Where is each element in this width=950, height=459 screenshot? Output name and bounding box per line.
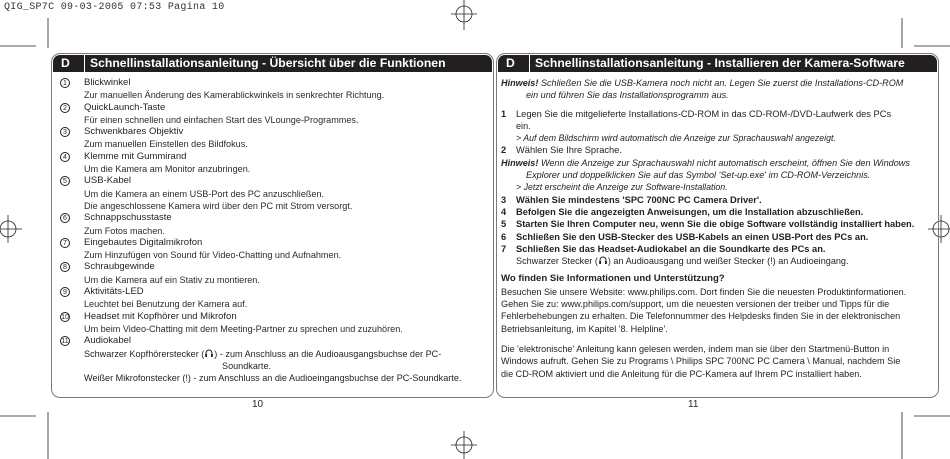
step-item bbox=[501, 144, 933, 156]
feature-number-badge: 10 bbox=[61, 313, 69, 321]
info-paragraph bbox=[501, 286, 933, 335]
crop-mark-bottom-right bbox=[890, 410, 950, 459]
feature-number-badge: 3 bbox=[60, 127, 70, 137]
note-text: ein und führen Sie das Installationsprogramm aus. bbox=[526, 90, 729, 101]
feature-description: Zum Hinzufügen von Sound für Video-Chatting und Aufnahmen. bbox=[84, 250, 342, 261]
feature-description: Die angeschlossene Kamera wird über den PC mit Strom versorgt. bbox=[84, 200, 353, 211]
audio-plug-text: ) - zum Anschluss an die Audioausgangsbuchse der PC- bbox=[214, 348, 442, 359]
step-item bbox=[501, 194, 933, 206]
crop-mark-bottom-left bbox=[0, 410, 60, 459]
feature-title: Schraubgewinde bbox=[84, 261, 155, 273]
step-item bbox=[501, 218, 933, 230]
audio-plug-line bbox=[58, 348, 488, 360]
feature-title: Schnappschusstaste bbox=[84, 212, 172, 224]
note-text: Explorer und doppelklicken Sie auf das Symbol 'Set-up.exe' im CD-ROM-Verzeichnis. bbox=[526, 170, 871, 181]
step-text: Wählen Sie Ihre Sprache. bbox=[516, 145, 622, 156]
step-text: Wählen Sie mindestens 'SPC 700NC PC Camera Driver'. bbox=[516, 194, 762, 205]
step-number: 7 bbox=[501, 243, 507, 254]
feature-item bbox=[58, 175, 488, 212]
feature-description: Zum manuellen Einstellen des Bildfokus. bbox=[84, 139, 248, 150]
feature-title: USB-Kabel bbox=[84, 175, 131, 187]
feature-title: Headset mit Kopfhörer und Mikrofon bbox=[84, 310, 237, 322]
step-number: 1 bbox=[501, 108, 507, 119]
header-divider bbox=[529, 55, 530, 72]
audio-plug-text: Soundkarte. bbox=[222, 360, 272, 371]
feature-title: Schwenkbares Objektiv bbox=[84, 126, 184, 138]
feature-title: Audiokabel bbox=[84, 335, 132, 347]
feature-list bbox=[58, 77, 488, 384]
feature-number-badge: 7 bbox=[60, 238, 70, 248]
manual-line: die CD-ROM aktiviert und die Anleitung für die PC-Kamera auf Ihrem PC installiert haben. bbox=[501, 368, 862, 379]
info-line: Betriebsanleitung, im Kapitel '8. Helpline'. bbox=[501, 323, 668, 334]
step-number: 4 bbox=[501, 206, 507, 217]
step-result: > Auf dem Bildschirm wird automatisch die Anzeige zur Sprachauswahl angezeigt. bbox=[516, 133, 836, 144]
feature-item bbox=[58, 286, 488, 311]
step-item bbox=[501, 243, 933, 255]
step-number: 2 bbox=[501, 145, 507, 156]
note-label: Hinweis! bbox=[501, 78, 539, 88]
step-item bbox=[501, 108, 933, 120]
feature-number-badge: 2 bbox=[60, 103, 70, 113]
step-text: Schließen Sie den USB-Stecker des USB-Kabels an einen USB-Port des PCs an. bbox=[516, 231, 869, 242]
feature-item bbox=[58, 261, 488, 286]
feature-item bbox=[58, 335, 488, 347]
step-text: Schließen Sie das Headset-Audiokabel an die Soundkarte des PCs an. bbox=[516, 243, 826, 254]
audio-plug-line: Weißer Mikrofonstecker (!) - zum Anschluss an die Audioeingangsbuchse der PC-Soundkarte. bbox=[84, 373, 462, 384]
crop-mark-top-left bbox=[0, 0, 60, 50]
info-heading: Wo finden Sie Informationen und Unterstützung? bbox=[501, 273, 725, 285]
step-text: ein. bbox=[516, 120, 531, 131]
step-number: 5 bbox=[501, 219, 507, 230]
note-text: Wenn die Anzeige zur Sprachauswahl nicht automatisch erscheint, öffnen Sie den Windows bbox=[540, 157, 910, 168]
feature-description: Um die Kamera an einem USB-Port des PC anzuschließen. bbox=[84, 188, 325, 199]
feature-number-badge: 11 bbox=[61, 338, 69, 346]
manual-line: Windows aufruft. Gehen Sie zu Programs \ Philips SPC 700NC PC Camera \ Manual, nachdem Sie bbox=[501, 356, 901, 367]
feature-description: Zur manuellen Änderung des Kamerablickwinkels in senkrechter Richtung. bbox=[84, 90, 385, 101]
feature-description: Um beim Video-Chatting mit dem Meeting-Partner zu sprechen und zuzuhören. bbox=[84, 323, 403, 334]
step-text: Legen Sie die mitgelieferte Installations-CD-ROM in das CD-ROM-/DVD-Laufwerk des PCs bbox=[516, 108, 892, 119]
note-block bbox=[501, 157, 933, 182]
feature-item bbox=[58, 311, 488, 336]
feature-description: Für einen schnellen und einfachen Start des VLounge-Programmes. bbox=[84, 114, 359, 125]
feature-description: Leuchtet bei Benutzung der Kamera auf. bbox=[84, 299, 248, 310]
step-detail-text: Schwarzer Stecker ( bbox=[516, 256, 598, 267]
crop-mark-top-right bbox=[890, 0, 950, 50]
left-section-header bbox=[53, 55, 492, 72]
note-label: Hinweis! bbox=[501, 157, 539, 168]
info-line: Besuchen Sie unsere Website: www.philips.com. Dort finden Sie die neuesten Produktinformationen. bbox=[501, 286, 907, 297]
feature-description: Um die Kamera am Monitor anzubringen. bbox=[84, 164, 251, 175]
left-section-title: Schnellinstallationsanleitung - Übersicht über die Funktionen bbox=[90, 56, 446, 70]
page-number-right: 11 bbox=[688, 399, 699, 410]
feature-description: Zum Fotos machen. bbox=[84, 225, 165, 236]
page-number-left: 10 bbox=[252, 399, 264, 410]
feature-description: Um die Kamera auf ein Stativ zu montieren. bbox=[84, 274, 260, 285]
info-line: Gehen Sie zu: www.philips.com/support, um die neuesten versionen der treiber und Tipps für die bbox=[501, 299, 890, 310]
step-detail bbox=[501, 255, 933, 267]
feature-number-badge: 5 bbox=[60, 176, 70, 186]
step-result: > Jetzt erscheint die Anzeige zur Software-Installation. bbox=[516, 182, 728, 193]
feature-title: QuickLaunch-Taste bbox=[84, 101, 166, 113]
feature-item bbox=[58, 151, 488, 176]
headphone-icon bbox=[204, 349, 214, 359]
print-slug: QIG_SP7C 09-03-2005 07:53 Pagina 10 bbox=[4, 2, 225, 13]
feature-number-badge: 6 bbox=[60, 213, 70, 223]
feature-title: Eingebautes Digitalmikrofon bbox=[84, 236, 203, 248]
language-letter: D bbox=[506, 56, 515, 70]
feature-title: Blickwinkel bbox=[84, 77, 131, 88]
feature-title: Aktivitäts-LED bbox=[84, 286, 144, 298]
manual-paragraph bbox=[501, 343, 933, 380]
step-item bbox=[501, 206, 933, 218]
registration-mark-bottom bbox=[449, 431, 479, 459]
audio-plug-text: Schwarzer Kopfhörerstecker ( bbox=[84, 348, 205, 359]
step-text: Befolgen Sie die angezeigten Anweisungen, um die Installation abzuschließen. bbox=[516, 206, 864, 217]
step-text: Starten Sie Ihren Computer neu, wenn Sie die obige Software vollständig installiert haben. bbox=[516, 219, 915, 230]
feature-title: Klemme mit Gummirand bbox=[84, 150, 187, 162]
header-divider bbox=[84, 55, 85, 72]
feature-number-badge: 9 bbox=[60, 287, 70, 297]
feature-item bbox=[58, 77, 488, 102]
info-line: Fehlerbehebungen zu erhalten. Die Telefonnummer des Helpdesks finden Sie in der elektronischen bbox=[501, 311, 901, 322]
feature-item bbox=[58, 102, 488, 127]
manual-line: Die 'elektronische' Anleitung kann gelesen werden, indem man sie über den Startmenü-Button in bbox=[501, 343, 890, 354]
right-section-title: Schnellinstallationsanleitung - Installieren der Kamera-Software bbox=[535, 56, 905, 70]
feature-item bbox=[58, 126, 488, 151]
language-letter: D bbox=[61, 56, 70, 70]
step-item bbox=[501, 231, 933, 243]
note-text: Schließen Sie die USB-Kamera noch nicht an. Legen Sie zuerst die Installations-CD-ROM bbox=[540, 78, 904, 88]
install-instructions bbox=[501, 77, 933, 380]
registration-mark-left bbox=[0, 211, 24, 247]
note-block bbox=[501, 77, 933, 102]
feature-number-badge: 8 bbox=[60, 262, 70, 272]
feature-number-badge: 4 bbox=[60, 152, 70, 162]
headphone-icon bbox=[598, 256, 608, 266]
registration-mark-top bbox=[449, 0, 479, 30]
step-number: 6 bbox=[501, 231, 507, 242]
feature-item bbox=[58, 212, 488, 237]
steps-list bbox=[501, 194, 933, 255]
feature-item bbox=[58, 237, 488, 262]
feature-number-badge: 1 bbox=[60, 78, 70, 88]
step-number: 3 bbox=[501, 194, 507, 205]
step-detail-text: ) an Audioausgang und weißer Stecker (!) an Audioeingang. bbox=[607, 256, 849, 267]
right-section-header bbox=[498, 55, 937, 72]
